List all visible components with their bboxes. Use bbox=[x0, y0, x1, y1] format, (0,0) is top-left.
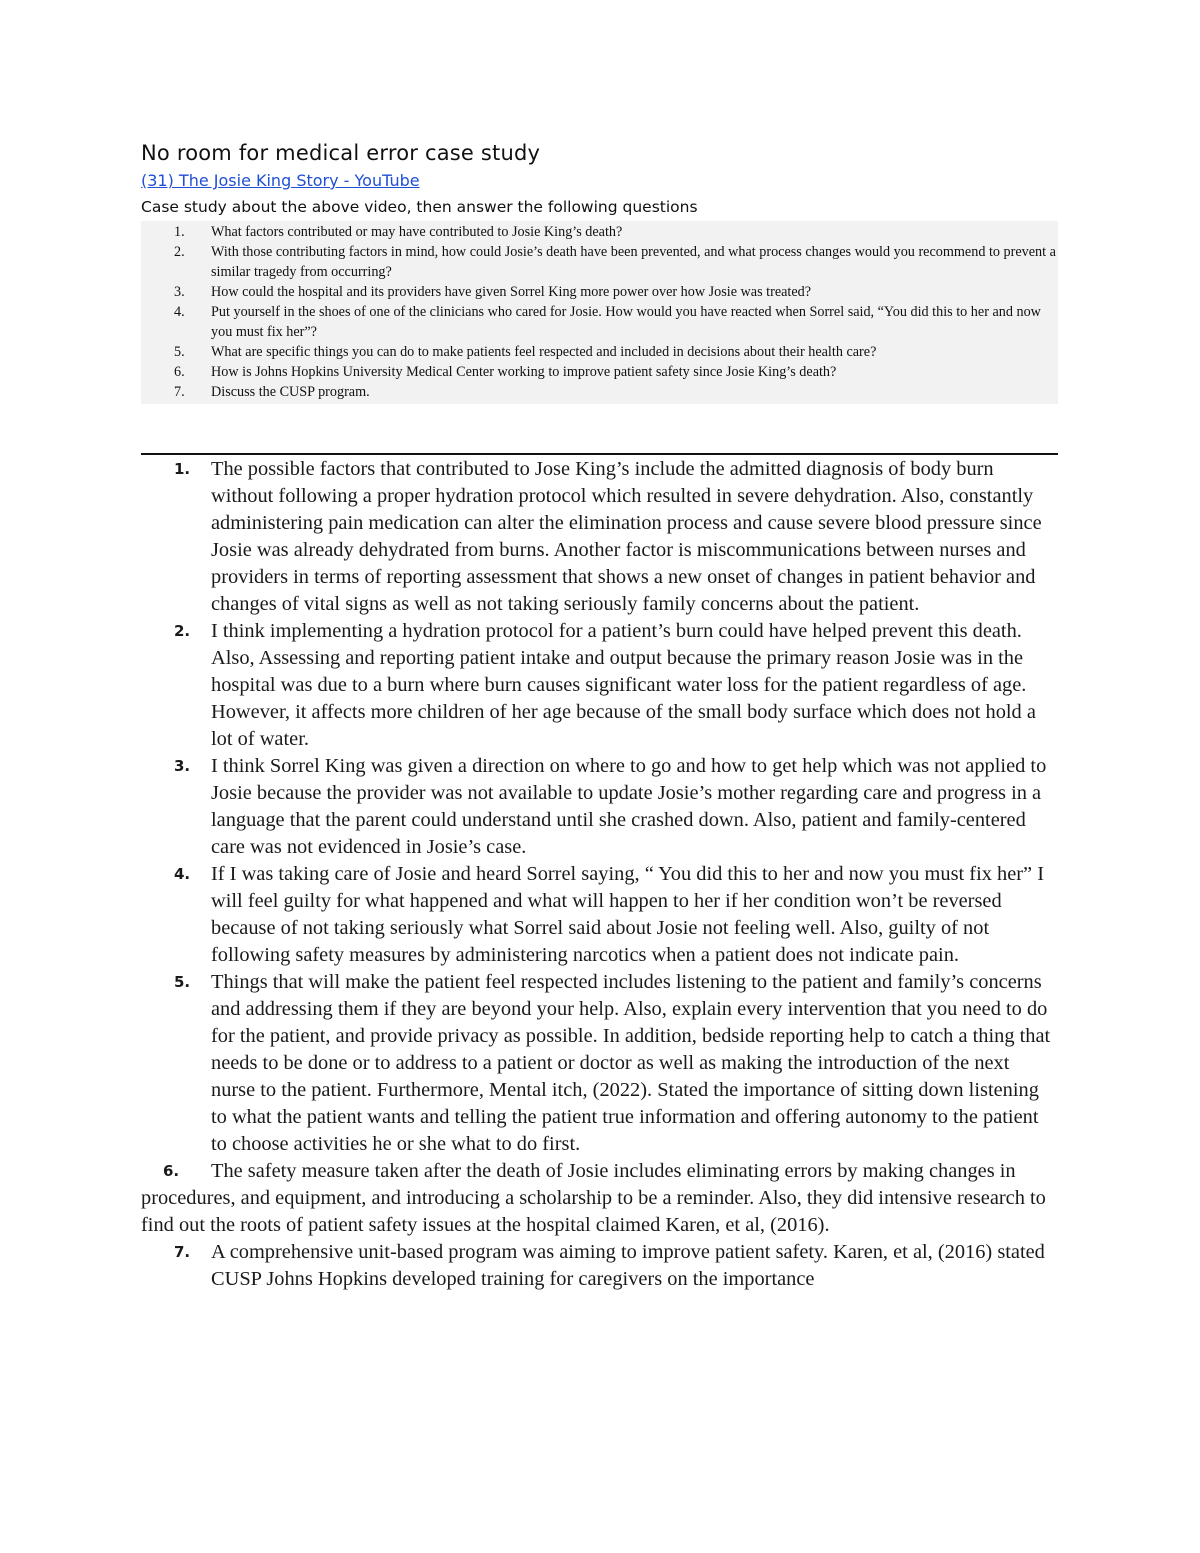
question-item bbox=[141, 342, 1058, 362]
question-text: Discuss the CUSP program. bbox=[211, 384, 370, 400]
answer-item bbox=[141, 1239, 1058, 1293]
answer-item bbox=[141, 753, 1058, 861]
answer-item bbox=[141, 456, 1058, 618]
question-number: 2. bbox=[174, 244, 185, 260]
answer-item bbox=[141, 861, 1058, 969]
answer-number: 4. bbox=[174, 865, 191, 883]
question-item bbox=[141, 362, 1058, 382]
answer-text: A comprehensive unit-based program was aiming to improve patient safety. Karen, et al, (2016) stated CUSP Johns Hopkins developed training for caregivers on the importance bbox=[211, 1241, 1045, 1290]
question-number: 4. bbox=[174, 304, 185, 320]
question-item bbox=[141, 302, 1058, 342]
question-text: How is Johns Hopkins University Medical Center working to improve patient safety since Josie King’s death? bbox=[211, 364, 837, 380]
answer-number: 2. bbox=[174, 622, 191, 640]
question-text: How could the hospital and its providers have given Sorrel King more power over how Josie was treated? bbox=[211, 284, 812, 300]
question-number: 1. bbox=[174, 224, 185, 240]
answer-number: 5. bbox=[174, 973, 191, 991]
question-number: 6. bbox=[174, 364, 185, 380]
question-text: With those contributing factors in mind, how could Josie’s death have been prevented, and what process changes would you recommend to prevent a similar tragedy from occurring? bbox=[211, 244, 1056, 280]
question-number: 5. bbox=[174, 344, 185, 360]
answer-text: The safety measure taken after the death of Josie includes eliminating errors by making changes in procedures, and equipment, and introducing a scholarship to be a reminder. Also, they did intensive research to find out the roots of patient safety issues at the hospital claimed Karen, et al, (2016). bbox=[141, 1160, 1046, 1236]
answer-list bbox=[141, 456, 1058, 1293]
answer-text: I think implementing a hydration protocol for a patient’s burn could have helped prevent this death. Also, Assessing and reporting patient intake and output because the primary reason Josie was in the hospital was due to a burn where burn causes significant water loss for the patient regardless of age. However, it affects more children of her age because of the small body surface which does not hold a lot of water. bbox=[211, 620, 1036, 750]
answer-text: If I was taking care of Josie and heard Sorrel saying, “ You did this to her and now you must fix her” I will feel guilty for what happened and what will happen to her if her condition won’t be reversed because of not taking seriously what Sorrel said about Josie not feeling well. Also, guilty of not following safety measures by administering narcotics when a patient does not indicate pain. bbox=[211, 863, 1044, 966]
question-number: 3. bbox=[174, 284, 185, 300]
answer-item bbox=[141, 1158, 1058, 1239]
youtube-video-link[interactable]: (31) The Josie King Story - YouTube bbox=[141, 171, 420, 190]
question-text: What are specific things you can do to make patients feel respected and included in decisions about their health care? bbox=[211, 344, 877, 360]
answer-item bbox=[141, 618, 1058, 753]
document-title: No room for medical error case study bbox=[141, 141, 541, 165]
question-text: What factors contributed or may have contributed to Josie King’s death? bbox=[211, 224, 623, 240]
question-item bbox=[141, 242, 1058, 282]
answer-number: 1. bbox=[174, 460, 191, 478]
answer-number: 3. bbox=[174, 757, 191, 775]
answer-number: 6. bbox=[163, 1162, 180, 1180]
question-item bbox=[141, 282, 1058, 302]
question-number: 7. bbox=[174, 384, 185, 400]
question-item bbox=[141, 382, 1058, 402]
question-text: Put yourself in the shoes of one of the clinicians who cared for Josie. How would you have reacted when Sorrel said, “You did this to her and now you must fix her”? bbox=[211, 304, 1041, 340]
answer-text: I think Sorrel King was given a direction on where to go and how to get help which was not applied to Josie because the provider was not available to update Josie’s mother regarding care and progress in a language that the parent could understand until she crashed down. Also, patient and family-centered care was not evidenced in Josie’s case. bbox=[211, 755, 1047, 858]
answer-text: Things that will make the patient feel respected includes listening to the patient and family’s concerns and addressing them if they are beyond your help. Also, explain every intervention that you need to do for the patient, and provide privacy as possible. In addition, bedside reporting help to catch a thing that needs to be done or to address to a patient or doctor as well as making the introduction of the next nurse to the patient. Furthermore, Mental itch, (2022). Stated the importance of sitting down listening to what the patient wants and telling the patient true information and offering autonomy to the patient to choose activities he or she what to do first. bbox=[211, 971, 1051, 1155]
answer-item bbox=[141, 969, 1058, 1158]
question-list bbox=[141, 221, 1058, 404]
answer-number: 7. bbox=[174, 1243, 191, 1261]
question-item bbox=[141, 222, 1058, 242]
answer-text: The possible factors that contributed to Jose King’s include the admitted diagnosis of body burn without following a proper hydration protocol which resulted in severe dehydration. Also, constantly administering pain medication can alter the elimination process and cause severe blood pressure since Josie was already dehydrated from burns. Another factor is miscommunications between nurses and providers in terms of reporting assessment that shows a new onset of changes in patient behavior and changes of vital signs as well as not taking seriously family concerns about the patient. bbox=[211, 458, 1042, 615]
intro-text: Case study about the above video, then answer the following questions bbox=[141, 198, 698, 216]
horizontal-divider bbox=[141, 453, 1058, 455]
